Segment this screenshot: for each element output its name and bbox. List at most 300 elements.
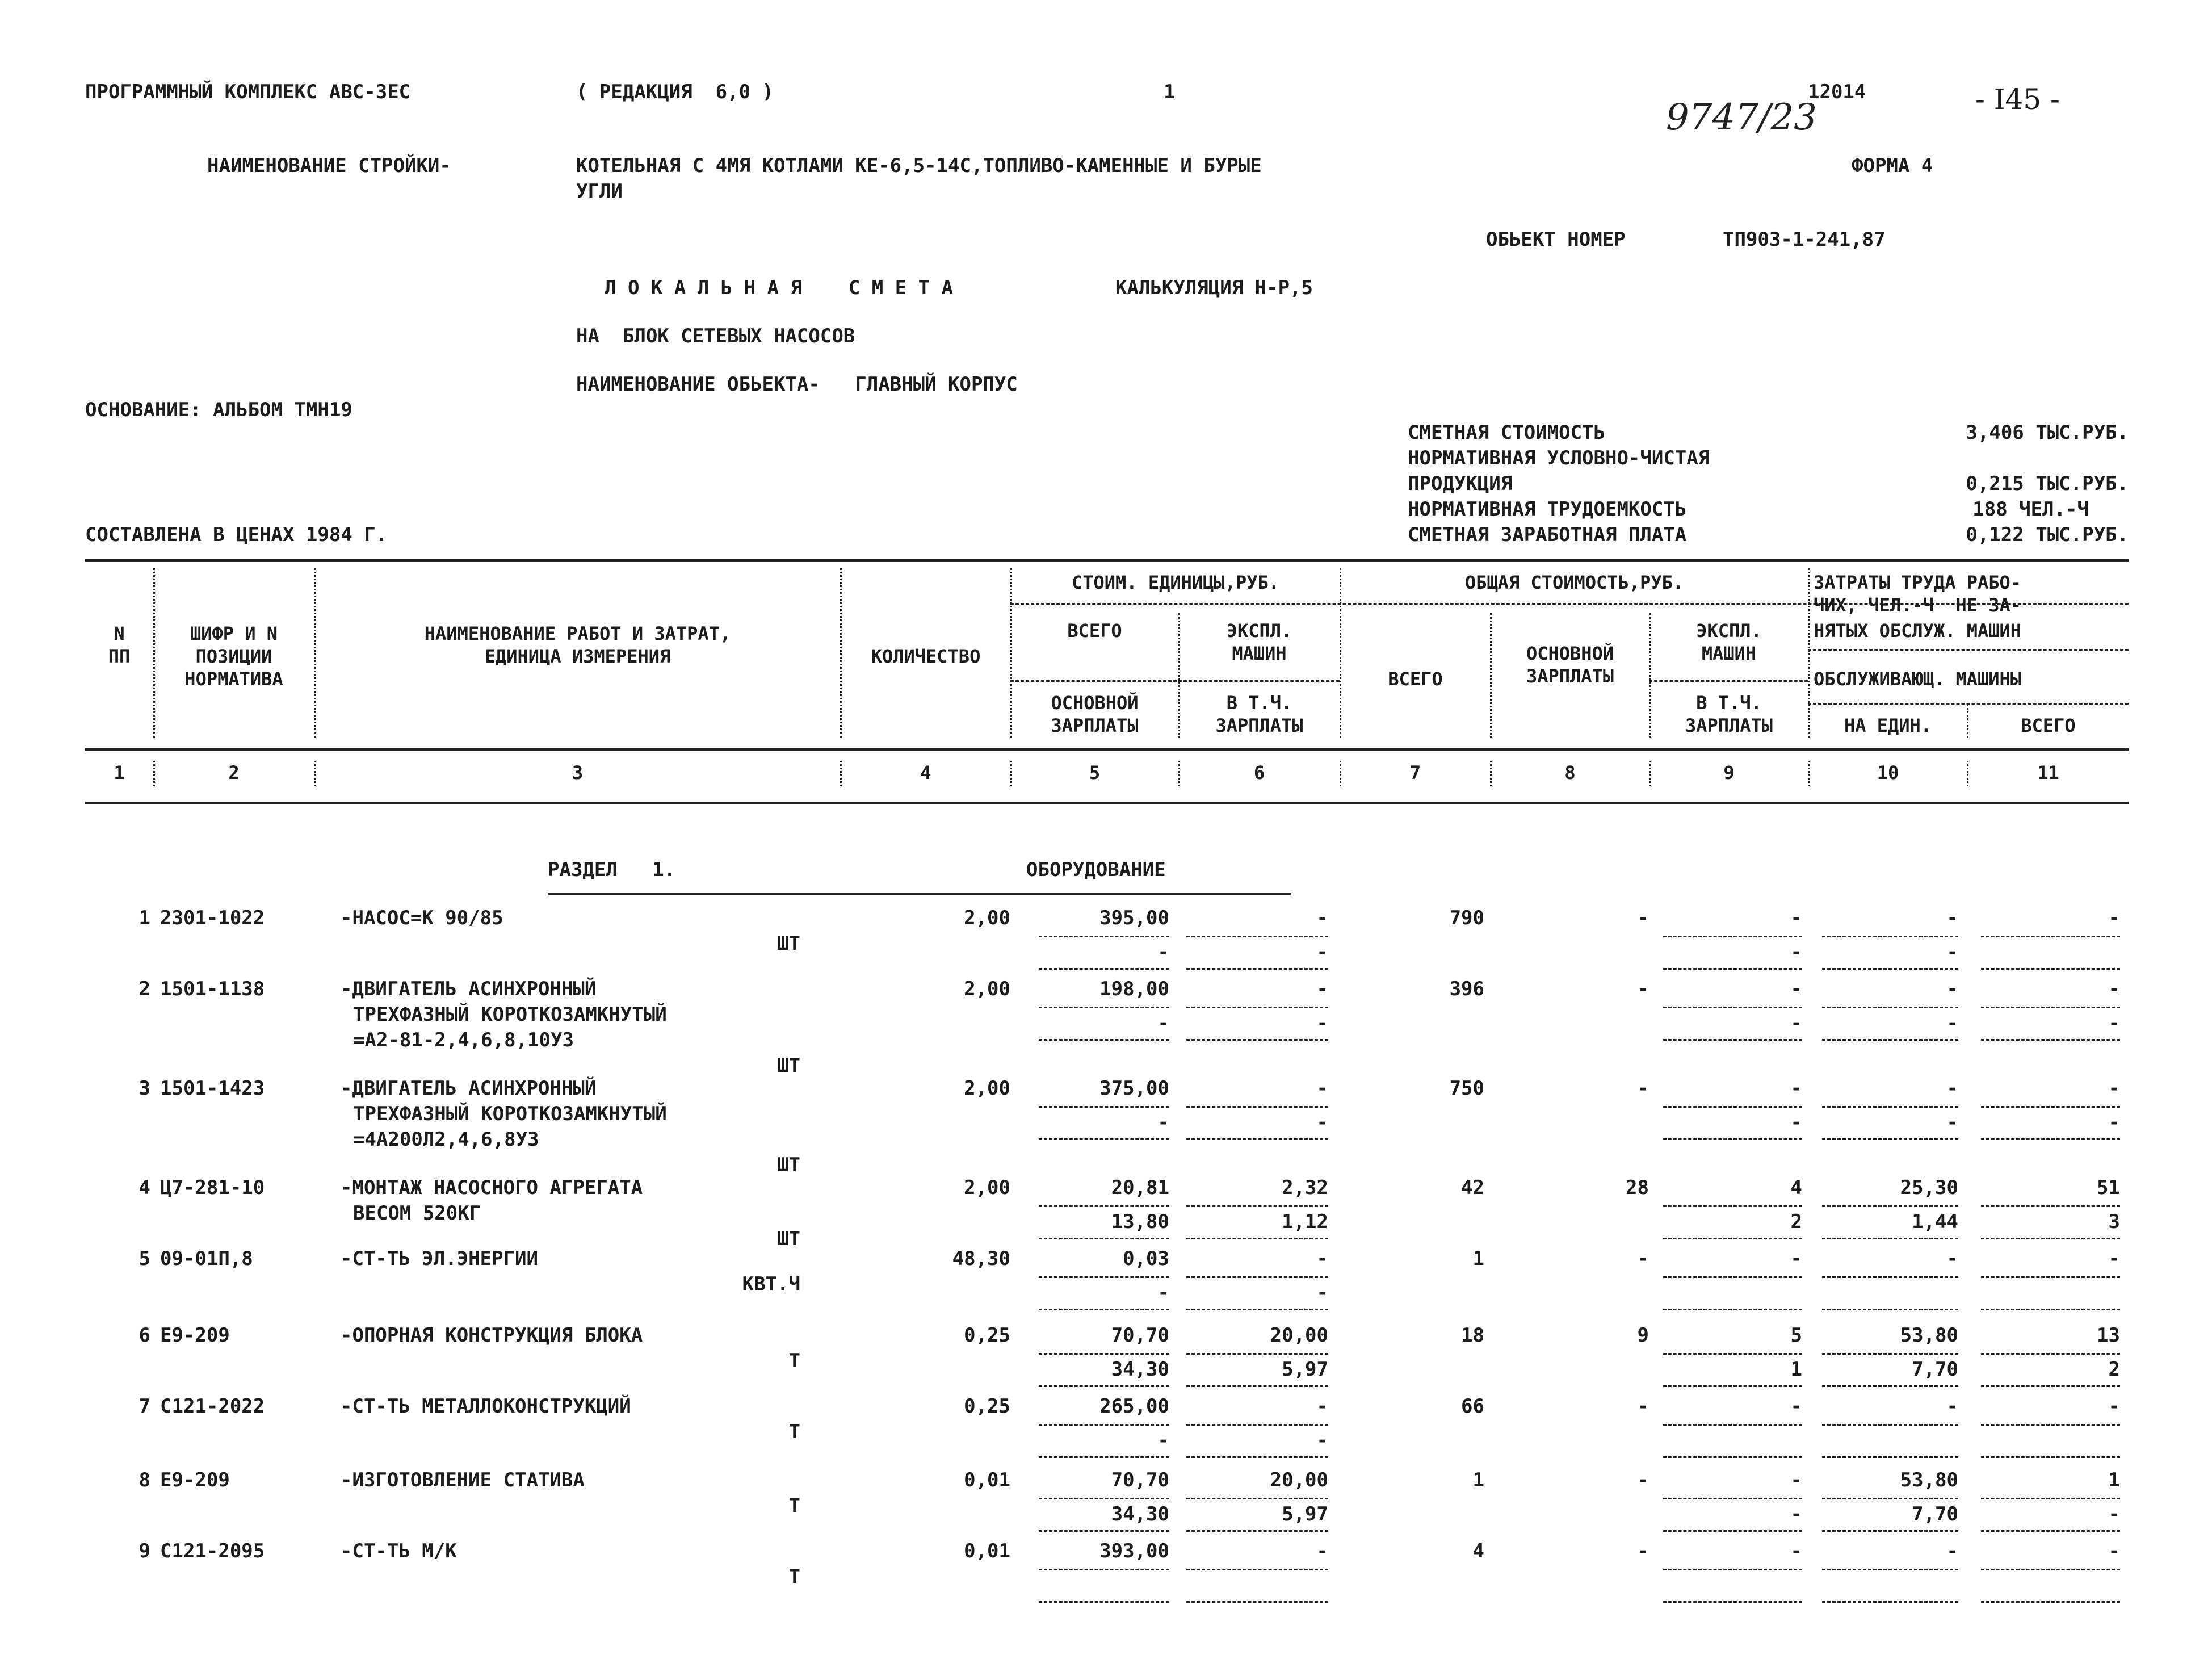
labor-total: - [2108,1077,2120,1100]
labor-machine-per-unit: - [1946,941,1958,963]
total-machines: - [1790,1247,1802,1270]
row-number: 5 [138,1247,150,1270]
unit-cost-total: 70,70 [1111,1469,1169,1491]
cell-divider [1981,1424,2120,1426]
total-wages: - [1637,1469,1649,1491]
quantity: 0,25 [964,1395,1010,1418]
labor-total: 1 [2108,1469,2120,1491]
col-sep [1340,761,1341,786]
labor-per-unit: - [1946,907,1958,929]
col11-header: ВСЕГО [2021,715,2076,736]
cell-divider [1663,1530,1802,1532]
cell-divider [1039,1424,1169,1426]
row-number: 8 [138,1469,150,1491]
labor-header: ЧИХ, ЧЕЛ.-Ч НЕ ЗА- [1814,594,2022,616]
unit: ШТ [777,932,800,955]
col9-sub-header: ЗАРПЛАТЫ [1685,715,1773,736]
cell-divider [1186,936,1328,937]
unit-cost-total: 265,00 [1099,1395,1169,1418]
total-cost: 1 [1472,1469,1484,1491]
summary-value-1: 3,406 ТЫС.РУБ. [1966,421,2129,444]
cell-divider [1663,1039,1802,1041]
unit-cost-total: 198,00 [1099,978,1169,1000]
cell-divider [1039,1276,1169,1278]
cell-divider [1663,1205,1802,1207]
cell-divider [1822,1007,1958,1008]
cell-divider [1822,1276,1958,1278]
labor-header: НЯТЫХ ОБСЛУЖ. МАШИН [1814,620,2022,642]
norm-code: С121-2095 [160,1540,265,1562]
cell-divider [1981,968,2120,970]
total-machines: - [1790,1469,1802,1491]
cell-divider [1822,1424,1958,1426]
row-number: 6 [138,1324,150,1347]
col-number: 8 [1564,762,1576,783]
norm-code: Ц7-281-10 [160,1176,265,1199]
total-cost: 18 [1461,1324,1484,1347]
cell-divider [1039,1039,1169,1041]
unit: КВТ.Ч [742,1273,800,1296]
unit-machine-wages: - [1316,941,1328,963]
unit-cost-total: 395,00 [1099,907,1169,929]
col-sep [1340,568,1341,738]
cell-divider [1039,1385,1169,1387]
cell-divider [1822,1385,1958,1387]
col-number: 4 [920,762,931,783]
total-cost: 4 [1472,1540,1484,1562]
total-wages: 9 [1637,1324,1649,1347]
labor-per-unit: - [1946,1247,1958,1270]
cell-divider [1981,1601,2120,1603]
labor-per-unit: - [1946,1395,1958,1418]
cell-divider [1186,1138,1328,1140]
cell-divider [1663,1456,1802,1458]
work-name: -СТ-ТЬ М/К [341,1540,457,1562]
cell-divider [1822,936,1958,937]
unit-cost-machines: - [1316,907,1328,929]
cell-divider [1822,1569,1958,1570]
col-number: 6 [1253,762,1265,783]
total-wages: - [1637,1077,1649,1100]
unit-cost-total: 20,81 [1111,1176,1169,1199]
work-name: -НАСОС=К 90/85 [341,907,503,929]
table-top-rule [85,559,2129,562]
norm-code: С121-2022 [160,1395,265,1418]
quantity: 0,01 [964,1540,1010,1562]
work-name: -СТ-ТЬ ЭЛ.ЭНЕРГИИ [341,1247,538,1270]
summary-label-2: НОРМАТИВНАЯ УСЛОВНО-ЧИСТАЯ [1408,447,1710,470]
cell-divider [1822,1238,1958,1239]
prices-basis: СОСТАВЛЕНА В ЦЕНАХ 1984 Г. [85,523,388,546]
norm-code: 2301-1022 [160,907,265,929]
cell-divider [1822,1498,1958,1499]
cell-divider [1822,1039,1958,1041]
row-number: 2 [138,978,150,1000]
work-name: -МОНТАЖ НАСОСНОГО АГРЕГАТА [341,1176,643,1199]
unit-machine-wages: - [1316,1281,1328,1304]
cell-divider [1663,1238,1802,1239]
col-number: 10 [1877,762,1899,783]
col8-header: ЗАРПЛАТЫ [1526,665,1614,687]
labor-per-unit: 25,30 [1900,1176,1958,1199]
cell-divider [1186,1007,1328,1008]
quantity: 2,00 [964,1077,1010,1100]
norm-code: Е9-209 [160,1324,230,1347]
unit-cost-total: 70,70 [1111,1324,1169,1347]
col-sep [153,761,155,786]
object-number-label: ОБЬЕКТ НОМЕР [1486,228,1626,251]
total-wages: - [1637,1540,1649,1562]
cell-divider [1663,1309,1802,1310]
unit-cost-total: 375,00 [1099,1077,1169,1100]
section-underline [548,893,1291,895]
cell-divider [1186,1456,1328,1458]
col-number: 1 [114,762,125,783]
col-sep [1808,568,1810,738]
program-name: ПРОГРАММНЫЙ КОМПЛЕКС АВС-3ЕС [85,81,411,103]
unit-machine-wages: 1,12 [1282,1210,1328,1233]
cell-divider [1822,1456,1958,1458]
cell-divider [1981,936,2120,937]
col-number: 5 [1089,762,1101,783]
cell-divider [1663,1106,1802,1108]
unit-wages: 34,30 [1111,1358,1169,1381]
col-sep [1649,761,1651,786]
labor-machine-total: - [2108,1111,2120,1134]
labor-total: 51 [2097,1176,2120,1199]
col-sep [1967,761,1968,786]
col-number: 9 [1723,762,1735,783]
cell-divider [1186,1353,1328,1355]
col-sep [1490,761,1492,786]
cell-divider [1822,968,1958,970]
cell-divider [1039,1530,1169,1532]
unit-cost-total: 393,00 [1099,1540,1169,1562]
total-machine-wages: - [1790,1503,1802,1526]
quantity: 0,01 [964,1469,1010,1491]
cell-divider [1663,1276,1802,1278]
total-machine-wages: - [1790,941,1802,963]
col-number: 11 [2037,762,2059,783]
total-cost: 1 [1472,1247,1484,1270]
form-number: ФОРМА 4 [1852,154,1933,177]
unit-cost-machines: - [1316,1395,1328,1418]
total-machines: 4 [1790,1176,1802,1199]
col-sep [1808,761,1810,786]
cell-divider [1186,1601,1328,1603]
unit: Т [788,1421,800,1443]
cell-divider [1663,968,1802,970]
total-wages: - [1637,1247,1649,1270]
section-name: ОБОРУДОВАНИЕ [1026,858,1166,881]
total-machines: 5 [1790,1324,1802,1347]
unit-cost-machines: 20,00 [1270,1469,1328,1491]
unit: Т [788,1565,800,1588]
unit-cost-machines: - [1316,1540,1328,1562]
col6-sub-header: ЗАРПЛАТЫ [1215,715,1303,736]
unit: Т [788,1494,800,1517]
labor-per-unit: 53,80 [1900,1469,1958,1491]
cell-divider [1039,968,1169,970]
col9-header: МАШИН [1701,643,1757,664]
estimate-subject: НА БЛОК СЕТЕВЫХ НАСОСОВ [576,325,855,347]
cell-divider [1822,1601,1958,1603]
total-machine-wages: - [1790,1111,1802,1134]
col2-header: НОРМАТИВА [184,668,283,690]
row-number: 4 [138,1176,150,1199]
work-name: -СТ-ТЬ МЕТАЛЛОКОНСТРУКЦИЙ [341,1395,631,1418]
total-machine-wages: - [1790,1012,1802,1034]
col-number: 7 [1409,762,1421,783]
cell-divider [1186,1039,1328,1041]
total-wages: - [1637,907,1649,929]
cell-divider [1663,1007,1802,1008]
object-number: ТП903-1-241,87 [1723,228,1886,251]
unit-cost-machines: - [1316,978,1328,1000]
unit-machine-wages: - [1316,1429,1328,1452]
cell-divider [1981,1498,2120,1499]
col4-header: КОЛИЧЕСТВО [871,646,981,667]
cell-divider [1822,1138,1958,1140]
unit-cost-total: 0,03 [1123,1247,1169,1270]
labor-total: - [2108,1395,2120,1418]
unit: Т [788,1350,800,1372]
total-machine-wages: 2 [1790,1210,1802,1233]
total-machines: - [1790,1540,1802,1562]
total-wages: - [1637,1395,1649,1418]
total-wages: - [1637,978,1649,1000]
row-number: 3 [138,1077,150,1100]
col6-header: МАШИН [1232,643,1287,664]
col6-sub-header: В Т.Ч. [1226,692,1292,714]
cell-divider [1186,1385,1328,1387]
cell-divider [1039,1353,1169,1355]
cell-divider [1981,1569,2120,1570]
cell-divider [1981,1205,2120,1207]
unit-cost-machines: - [1316,1247,1328,1270]
total-wages: 28 [1626,1176,1649,1199]
page-number: - I45 - [1975,83,2060,116]
col9-sub-header: В Т.Ч. [1696,692,1762,714]
unit-wages: 34,30 [1111,1503,1169,1526]
labor-machine-per-unit: - [1946,1111,1958,1134]
construction-name-line2: УГЛИ [576,180,623,203]
unit: ШТ [777,1054,800,1077]
cell-divider [1822,1353,1958,1355]
col-sep [1178,761,1180,786]
quantity: 2,00 [964,978,1010,1000]
labor-per-unit: - [1946,978,1958,1000]
labor-machine-total: - [2108,1503,2120,1526]
header-rule [1010,680,1340,682]
cell-divider [1663,1498,1802,1499]
summary-label-5: СМЕТНАЯ ЗАРАБОТНАЯ ПЛАТА [1408,523,1687,546]
cell-divider [1981,1007,2120,1008]
unit-machine-wages: 5,97 [1282,1503,1328,1526]
total-cost: 750 [1449,1077,1484,1100]
cell-divider [1186,1569,1328,1570]
labor-per-unit: 53,80 [1900,1324,1958,1347]
total-machines: - [1790,1395,1802,1418]
cell-divider [1186,1276,1328,1278]
row-number: 1 [138,907,150,929]
cell-divider [1039,1138,1169,1140]
cell-divider [1039,1498,1169,1499]
estimate-title: Л О К А Л Ь Н А Я С М Е Т А [605,276,954,299]
labor-machine-per-unit: 7,70 [1912,1358,1958,1381]
work-name: =А2-81-2,4,6,8,10У3 [353,1029,574,1051]
col7-header: ВСЕГО [1388,668,1443,690]
col3-header: ЕДИНИЦА ИЗМЕРЕНИЯ [484,646,671,667]
basis: ОСНОВАНИЕ: АЛЬБОМ ТМН19 [85,399,352,421]
sheet-number: 1 [1164,81,1176,103]
labor-total: - [2108,978,2120,1000]
work-name: =4А200Л2,4,6,8У3 [353,1128,539,1151]
cell-divider [1186,968,1328,970]
unit-wages: - [1157,1281,1169,1304]
summary-label-3: ПРОДУКЦИЯ [1408,472,1513,495]
summary-label-1: СМЕТНАЯ СТОИМОСТЬ [1408,421,1605,444]
unit-machine-wages: 5,97 [1282,1358,1328,1381]
labor-per-unit: - [1946,1077,1958,1100]
work-name: -ОПОРНАЯ КОНСТРУКЦИЯ БЛОКА [341,1324,643,1347]
cell-divider [1039,1205,1169,1207]
labor-total: - [2108,907,2120,929]
cell-divider [1981,1039,2120,1041]
unit-machine-wages: - [1316,1111,1328,1134]
col8-header: ОСНОВНОЙ [1526,643,1614,664]
cell-divider [1186,1498,1328,1499]
norm-code: Е9-209 [160,1469,230,1491]
unit: ШТ [777,1227,800,1250]
col9-header: ЭКСПЛ. [1696,620,1762,642]
norm-code: 1501-1138 [160,978,265,1000]
cell-divider [1981,1385,2120,1387]
cell-divider [1981,1353,2120,1355]
labor-machine-total: 2 [2108,1358,2120,1381]
total-cost: 396 [1449,978,1484,1000]
unit-wages: 13,80 [1111,1210,1169,1233]
construction-label: НАИМЕНОВАНИЕ СТРОЙКИ- [207,154,451,177]
work-name: -ИЗГОТОВЛЕНИЕ СТАТИВА [341,1469,585,1491]
cell-divider [1186,1238,1328,1239]
cell-divider [1981,1276,2120,1278]
col6-header: ЭКСПЛ. [1226,620,1292,642]
cell-divider [1981,1530,2120,1532]
cell-divider [1981,1309,2120,1310]
cell-divider [1039,1601,1169,1603]
labor-total: - [2108,1247,2120,1270]
labor-machine-total: 3 [2108,1210,2120,1233]
cell-divider [1981,1238,2120,1239]
unit-wages: - [1157,941,1169,963]
cell-divider [1663,1424,1802,1426]
unit: ШТ [777,1154,800,1176]
labor-header: ЗАТРАТЫ ТРУДА РАБО- [1814,572,2022,593]
total-cost: 66 [1461,1395,1484,1418]
col-sep [314,761,316,786]
work-name: -ДВИГАТЕЛЬ АСИНХРОННЫЙ [341,1077,597,1100]
total-cost-header: ОБЩАЯ СТОИМОСТЬ,РУБ. [1464,572,1684,593]
cell-divider [1981,1456,2120,1458]
cell-divider [1039,1007,1169,1008]
col-number: 3 [572,762,584,783]
cell-divider [1039,1569,1169,1570]
col-sep [1010,761,1012,786]
cell-divider [1981,1138,2120,1140]
total-machines: - [1790,907,1802,929]
section-label: РАЗДЕЛ 1. [548,858,676,881]
object-name: НАИМЕНОВАНИЕ ОБЬЕКТА- ГЛАВНЫЙ КОРПУС [576,373,1018,396]
col3-header: НАИМЕНОВАНИЕ РАБОТ И ЗАТРАТ, [424,623,731,644]
unit-cost-machines: - [1316,1077,1328,1100]
quantity: 0,25 [964,1324,1010,1347]
total-machine-wages: 1 [1790,1358,1802,1381]
col1-header: ПП [108,646,131,667]
document-code: 12014 [1808,81,1866,103]
cell-divider [1663,1353,1802,1355]
cell-divider [1663,936,1802,937]
summary-value-5: 0,122 ТЫС.РУБ. [1966,523,2129,546]
quantity: 2,00 [964,1176,1010,1199]
cell-divider [1186,1205,1328,1207]
work-name: -ДВИГАТЕЛЬ АСИНХРОННЫЙ [341,978,597,1000]
header-rule [1808,649,2129,651]
cell-divider [1039,936,1169,937]
construction-name-line1: КОТЕЛЬНАЯ С 4МЯ КОТЛАМИ КЕ-6,5-14С,ТОПЛИВО-КАМЕННЫЕ И БУРЫЕ [576,154,1262,177]
work-name: ВЕСОМ 520КГ [353,1202,481,1225]
unit-cost-machines: 2,32 [1282,1176,1328,1199]
col-number: 2 [228,762,240,783]
cell-divider [1186,1309,1328,1310]
header-rule [1808,703,2129,705]
edition: ( РЕДАКЦИЯ 6,0 ) [576,81,774,103]
col5-header: ВСЕГО [1067,620,1122,642]
col1-header: N [114,623,125,644]
summary-value-4: 188 ЧЕЛ.-Ч [1972,498,2089,521]
unit-wages: - [1157,1012,1169,1034]
col10-header: НА ЕДИН. [1844,715,1932,736]
cell-divider [1981,1106,2120,1108]
labor-machine-total: - [2108,1012,2120,1034]
total-cost: 42 [1461,1176,1484,1199]
unit-wages: - [1157,1111,1169,1134]
cell-divider [1186,1530,1328,1532]
total-machines: - [1790,1077,1802,1100]
labor-sub-header: ОБСЛУЖИВАЮЩ. МАШИНЫ [1814,668,2022,690]
summary-value-3: 0,215 ТЫС.РУБ. [1966,472,2129,495]
row-number: 9 [138,1540,150,1562]
cell-divider [1663,1385,1802,1387]
col5-sub-header: ОСНОВНОЙ [1051,692,1139,714]
row-number: 7 [138,1395,150,1418]
labor-machine-per-unit: 7,70 [1912,1503,1958,1526]
cell-divider [1663,1601,1802,1603]
col5-sub-header: ЗАРПЛАТЫ [1051,715,1139,736]
cell-divider [1822,1106,1958,1108]
unit-cost-machines: 20,00 [1270,1324,1328,1347]
cell-divider [1822,1309,1958,1310]
labor-machine-per-unit: 1,44 [1912,1210,1958,1233]
cell-divider [1039,1106,1169,1108]
norm-code: 09-01П,8 [160,1247,253,1270]
quantity: 48,30 [952,1247,1010,1270]
unit-machine-wages: - [1316,1012,1328,1034]
col2-header: ПОЗИЦИИ [195,646,272,667]
col-sep [840,761,842,786]
col-sep [1010,568,1012,738]
cell-divider [1663,1569,1802,1570]
